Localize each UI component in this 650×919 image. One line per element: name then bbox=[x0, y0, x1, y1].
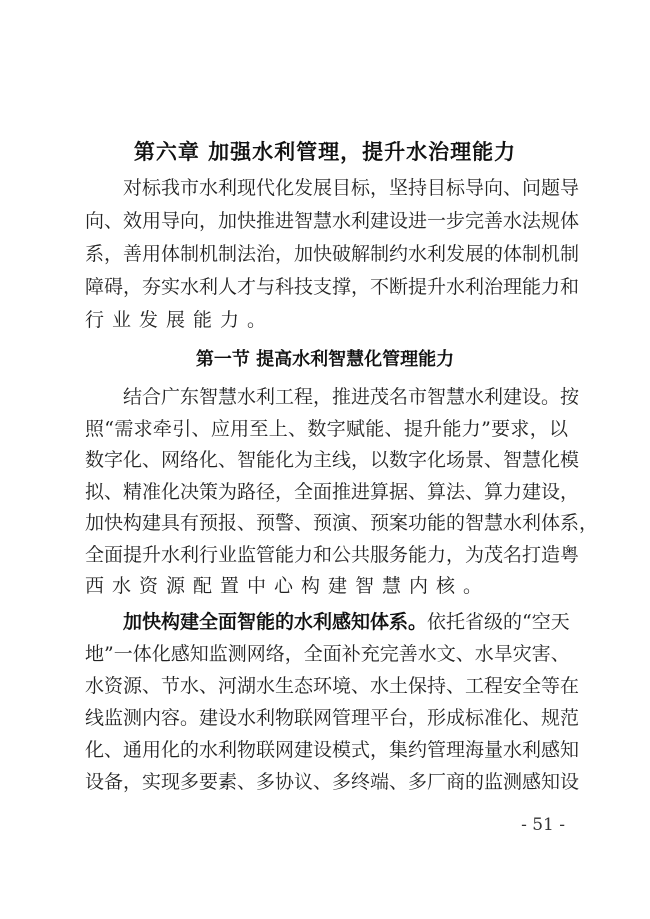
paragraph-sensing-system bbox=[85, 606, 580, 798]
text-line bbox=[85, 606, 568, 638]
text-line: 障碍，夯实水利人才与科技支撑，不断提升水利治理能力和 bbox=[85, 276, 580, 298]
text-line: 西水资源配置中心构建智慧内核。 bbox=[85, 575, 491, 597]
page-number: - 51 - bbox=[521, 815, 565, 835]
text-line: 设备，实现多要素、多协议、多终端、多厂商的监测感知设 bbox=[85, 771, 580, 793]
text-line: 全面提升水利行业监管能力和公共服务能力，为茂名打造粤 bbox=[85, 543, 580, 566]
text-line: 地”一体化感知监测网络，全面补充完善水文、水旱灾害、 bbox=[85, 643, 570, 665]
text-line: 行业发展能力。 bbox=[85, 309, 275, 331]
text-line: 照“需求牵引、应用至上、数字赋能、提升能力”要求，以 bbox=[85, 417, 568, 440]
text-line: 水资源、节水、河湖水生态环境、水土保持、工程安全等在 bbox=[85, 675, 580, 697]
text-line: 对标我市水利现代化发展目标，坚持目标导向、问题导 bbox=[123, 177, 580, 199]
text-line: 向、效用导向，加快推进智慧水利建设进一步完善水法规体 bbox=[85, 210, 580, 232]
section-title: 第一节 提高水利智慧化管理能力 bbox=[195, 349, 455, 370]
text-line: 结合广东智慧水利工程，推进茂名市智慧水利建设。按 bbox=[123, 386, 580, 408]
chapter-title: 第六章 加强水利管理，提升水治理能力 bbox=[133, 140, 517, 164]
text-line: 化、通用化的水利物联网建设模式，集约管理海量水利感知 bbox=[85, 739, 580, 761]
bold-lead-sentence: 加快构建全面智能的水利感知体系。 bbox=[123, 611, 428, 633]
paragraph-intro bbox=[85, 172, 580, 337]
text-line: 系，善用体制机制法治，加快破解制约水利发展的体制机制 bbox=[85, 243, 580, 265]
text-line: 线监测内容。建设水利物联网管理平台，形成标准化、规范 bbox=[85, 707, 580, 729]
paragraph-smart-water bbox=[85, 382, 599, 603]
text-line: 加快构建具有预报、预警、预演、预案功能的智慧水利体系， bbox=[85, 512, 599, 534]
text-span: 依托省级的“空天 bbox=[427, 611, 570, 633]
text-line: 拟、精准化决策为路径，全面推进算据、算法、算力建设， bbox=[85, 480, 580, 503]
text-line: 数字化、网络化、智能化为主线，以数字化场景、智慧化模 bbox=[85, 449, 580, 471]
